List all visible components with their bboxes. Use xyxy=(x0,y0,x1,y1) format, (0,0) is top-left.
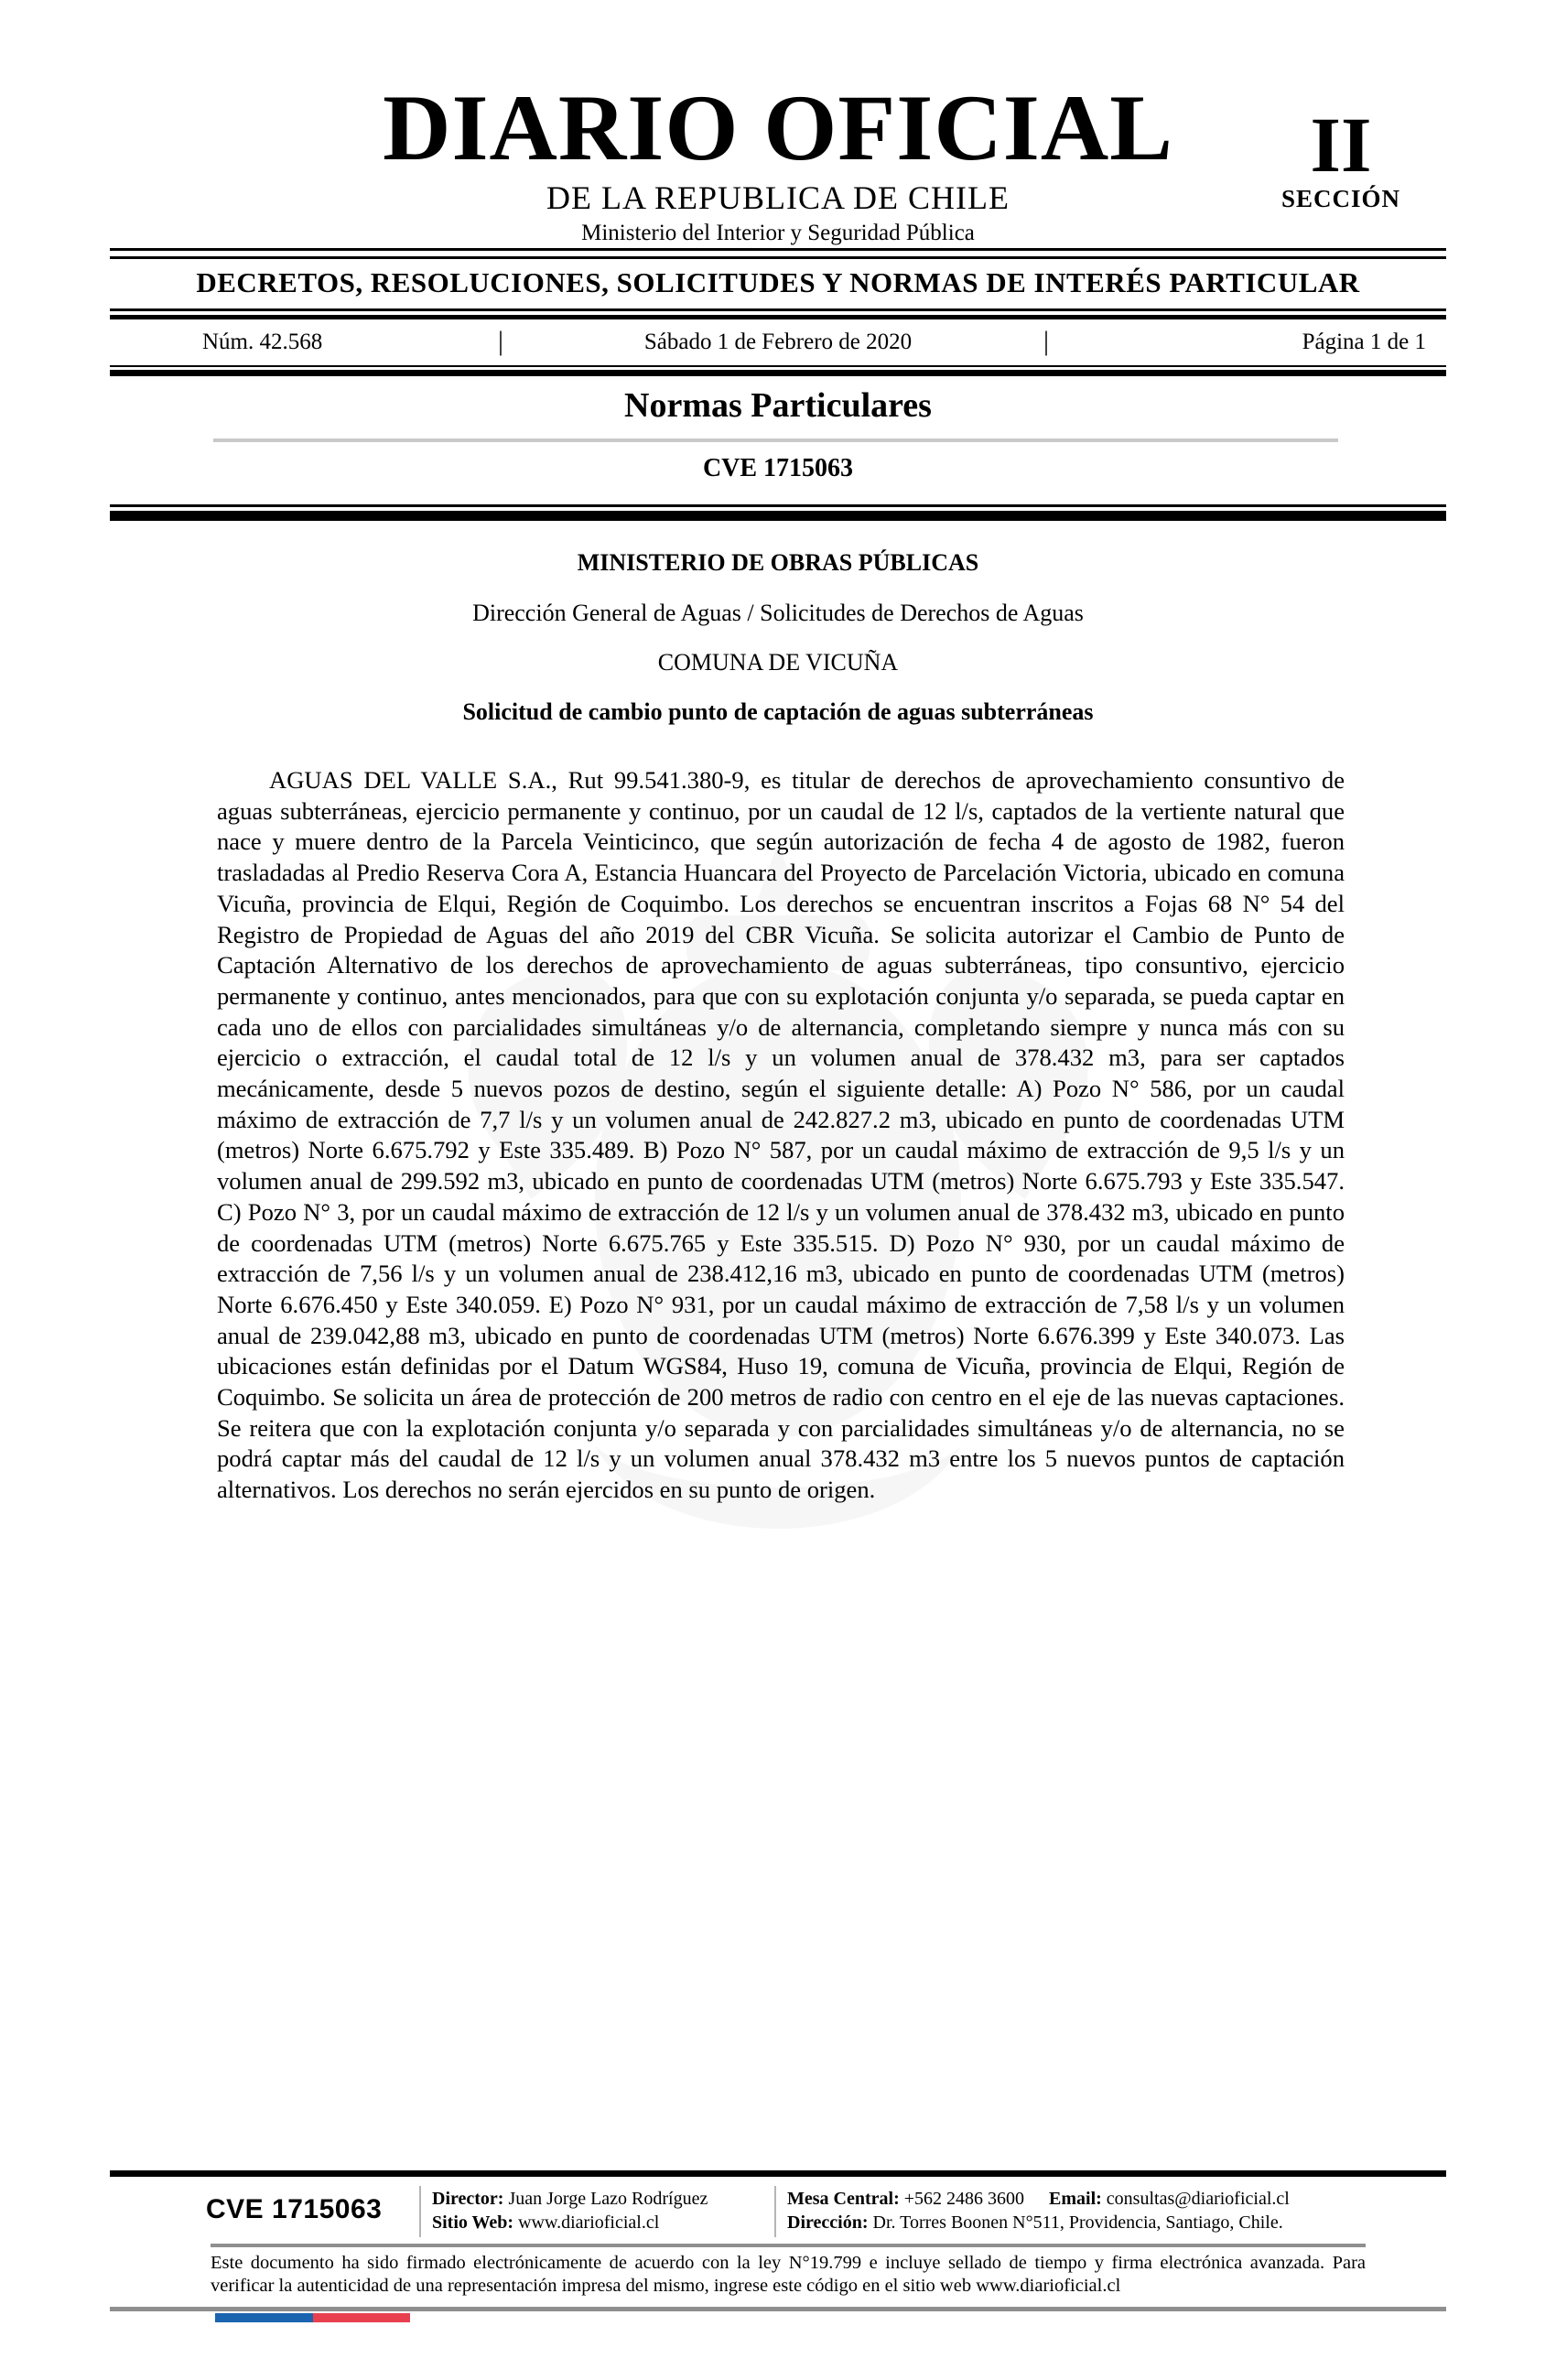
flag-blue-block xyxy=(215,2313,313,2322)
footer-contact-line xyxy=(787,2187,1373,2211)
footer-cve-code: CVE 1715063 xyxy=(206,2194,383,2224)
issue-number: Núm. 42.568 xyxy=(202,330,323,354)
article-body: AGUAS DEL VALLE S.A., Rut 99.541.380-9, es titular de derechos de aprovechamiento consuntivo de aguas subterráneas, ejercicio permanente y continuo, por un caudal de 12 l/s, captados de la vertiente natural que nace y muere dentro de la Parcela Veinticinco, que según autorización de fecha 4 de agosto de 1982, fueron trasladadas al Predio Reserva Cora A, Estancia Huancara del Proyecto de Parcelación Victoria, ubicado en comuna Vicuña, provincia de Elqui, Región de Coquimbo. Los derechos se encuentran inscritos a Fojas 68 N° 54 del Registro de Propiedad de Aguas del año 2019 del CBR Vicuña. Se solicita autorizar el Cambio de Punto de Captación Alternativo de los derechos de aprovechamiento de aguas subterráneas, tipo consuntivo, ejercicio permanente y continuo, antes mencionados, para que con su explotación conjunta y/o separada, se pueda captar en cada uno de ellos con parcialidades simultáneas y/o de alternancia, completando siempre y nunca más con su ejercicio o extracción, el caudal total de 12 l/s y un volumen anual de 378.432 m3, para ser captados mecánicamente, desde 5 nuevos pozos de destino, según el siguiente detalle: A) Pozo N° 586, por un caudal máximo de extracción de 7,7 l/s y un volumen anual de 242.827.2 m3, ubicado en punto de coordenadas UTM (metros) Norte 6.675.792 y Este 335.489. B) Pozo N° 587, por un caudal máximo de extracción de 9,5 l/s y un volumen anual de 299.592 m3, ubicado en punto de coordenadas UTM (metros) Norte 6.675.793 y Este 335.547. C) Pozo N° 3, por un caudal máximo de extracción de 12 l/s y un volumen anual de 378.432 m3, ubicado en punto de coordenadas UTM (metros) Norte 6.675.765 y Este 335.515. D) Pozo N° 930, por un caudal máximo de extracción de 7,56 l/s y un volumen anual de 238.412,16 m3, ubicado en punto de coordenadas UTM (metros) Norte 6.676.450 y Este 340.059. E) Pozo N° 931, por un caudal máximo de extracción de 7,58 l/s y un volumen anual de 239.042,88 m3, ubicado en punto de coordenadas UTM (metros) Norte 6.676.399 y Este 340.073. Las ubicaciones están definidas por el Datum WGS84, Huso 19, comuna de Vicuña, provincia de Elqui, Región de Coquimbo. Se solicita un área de protección de 200 metros de radio con centro en el eje de las nuevas captaciones. Se reitera que con la explotación conjunta y/o separada y con parcialidades simultáneas y/o de alternancia, no se podrá captar más del caudal de 12 l/s y un volumen anual 378.432 m3 entre los 5 nuevos puntos de captación alternativos. Los derechos no serán ejercidos en su punto de origen. xyxy=(217,766,1345,1504)
section-badge xyxy=(1245,101,1437,213)
website-value: www.diarioficial.cl xyxy=(518,2212,660,2233)
page-title: DIARIO OFICIAL xyxy=(383,76,1173,180)
section-title: Normas Particulares xyxy=(624,386,932,425)
issue-date: Sábado 1 de Febrero de 2020 xyxy=(643,330,913,354)
footer-website-line xyxy=(432,2211,771,2234)
footer-top-rule xyxy=(110,2170,1446,2177)
director-label: Director: xyxy=(432,2189,504,2209)
footer-column-director xyxy=(432,2187,771,2234)
divider-rule xyxy=(110,248,1446,251)
divider-light-rule xyxy=(213,438,1338,442)
footer-info-box xyxy=(110,2184,1446,2239)
section-cve-code: CVE 1715063 xyxy=(702,454,854,482)
banner-heading: DECRETOS, RESOLUCIONES, SOLICITUDES Y NORMAS DE INTERÉS PARTICULAR xyxy=(196,266,1360,298)
divider-rule xyxy=(110,370,1446,376)
issue-info-row xyxy=(110,326,1446,364)
divider-rule xyxy=(110,504,1446,507)
footer-bottom-rule xyxy=(110,2307,1446,2311)
footer-divider xyxy=(774,2186,776,2237)
mesa-central-label: Mesa Central: xyxy=(787,2189,900,2209)
article-title: Solicitud de cambio punto de captación de aguas subterráneas xyxy=(462,698,1094,725)
address-label: Dirección: xyxy=(787,2212,869,2233)
section-number: II xyxy=(1310,101,1372,189)
masthead-subtitle: DE LA REPUBLICA DE CHILE xyxy=(546,179,1010,217)
email-value: consultas@diarioficial.cl xyxy=(1106,2189,1290,2209)
issue-separator: | xyxy=(498,326,504,356)
footer-column-contact xyxy=(787,2187,1373,2234)
divider-rule xyxy=(110,308,1446,311)
article-ministry: MINISTERIO DE OBRAS PÚBLICAS xyxy=(577,549,979,576)
divider-rule xyxy=(110,511,1446,521)
issue-separator: | xyxy=(1043,326,1050,356)
footer-inset-rule xyxy=(211,2244,1366,2247)
divider-rule xyxy=(110,315,1446,319)
footer-address-line xyxy=(787,2211,1373,2234)
director-value: Juan Jorge Lazo Rodríguez xyxy=(508,2189,708,2209)
email-label: Email: xyxy=(1049,2189,1102,2209)
divider-rule xyxy=(110,256,1446,259)
footer-disclaimer: Este documento ha sido firmado electrónicamente de acuerdo con la ley N°19.799 e incluye sellado de tiempo y firma electrónica avanzada. Para verificar la autenticidad de una representación impresa del mismo, ingrese este código en el sitio web www.diarioficial.cl xyxy=(211,2253,1366,2296)
section-label: SECCIÓN xyxy=(1280,184,1401,212)
issue-page-indicator: Página 1 de 1 xyxy=(1302,330,1426,354)
footer-divider xyxy=(419,2186,421,2237)
flag-red-block xyxy=(313,2313,410,2322)
masthead xyxy=(110,0,1446,246)
divider-rule xyxy=(110,365,1446,367)
article-commune: COMUNA DE VICUÑA xyxy=(657,649,899,676)
address-value: Dr. Torres Boonen N°511, Providencia, Santiago, Chile. xyxy=(872,2212,1283,2233)
chile-flag-bar xyxy=(215,2313,410,2322)
masthead-ministry: Ministerio del Interior y Seguridad Pública xyxy=(581,221,975,246)
mesa-central-value: +562 2486 3600 xyxy=(903,2189,1025,2209)
footer-director-line xyxy=(432,2187,771,2211)
website-label: Sitio Web: xyxy=(432,2212,514,2233)
article-department: Dirección General de Aguas / Solicitudes de Derechos de Aguas xyxy=(472,600,1084,626)
